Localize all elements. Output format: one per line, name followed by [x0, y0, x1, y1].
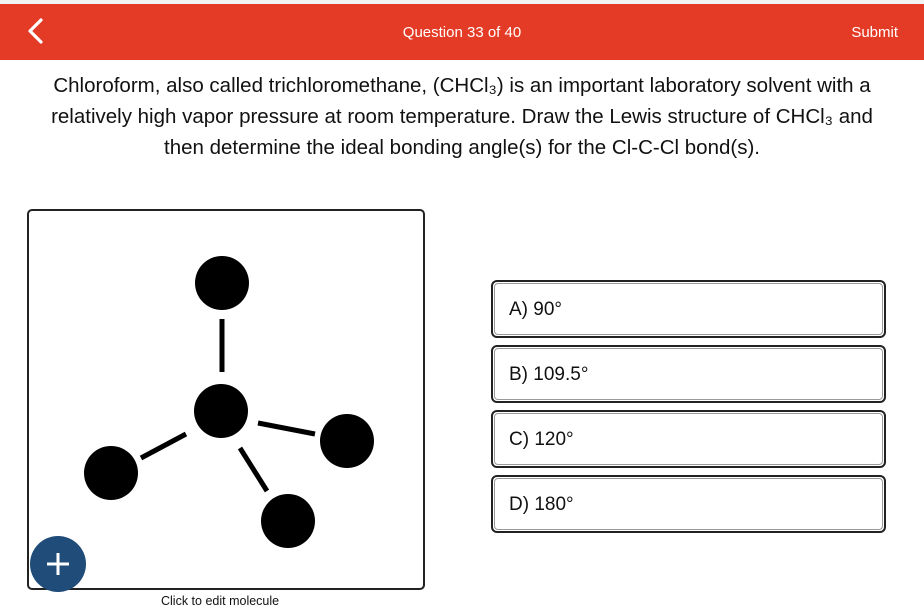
answer-choice-c[interactable] — [491, 410, 886, 468]
top-bar — [0, 0, 924, 60]
question-counter: Question 33 of 40 — [402, 24, 522, 41]
atom-circle — [320, 414, 374, 468]
editor-caption: Click to edit molecule — [161, 594, 280, 608]
choice-label: A) 90° — [509, 299, 563, 320]
bond-line — [141, 434, 186, 458]
molecule-editor[interactable] — [27, 209, 425, 590]
atom-circle — [84, 446, 138, 500]
atom-circle — [195, 256, 249, 310]
atom-circle — [261, 494, 315, 548]
answer-choice-a[interactable] — [491, 280, 886, 338]
plus-icon — [30, 536, 86, 592]
choice-label: D) 180° — [509, 494, 574, 515]
bond-line — [240, 448, 267, 491]
question-text: Chloroform, also called trichloromethane, (CHCl₃) is an important laboratory solvent with a relatively high vapor pressure at room temperature. Draw the Lewis structure of CHCl₃ and then determine the ideal bonding angle(s) for the Cl-C-Cl bond(s). — [51, 74, 873, 159]
answer-choice-d[interactable] — [491, 475, 886, 533]
bond-line — [258, 423, 315, 434]
answer-choice-b[interactable] — [491, 345, 886, 403]
submit-button[interactable]: Submit — [851, 24, 898, 41]
choice-label: C) 120° — [509, 429, 574, 450]
atom-circle — [194, 384, 248, 438]
molecule-drawing — [29, 211, 427, 592]
add-atom-button[interactable] — [30, 536, 86, 592]
choice-label: B) 109.5° — [509, 364, 589, 385]
